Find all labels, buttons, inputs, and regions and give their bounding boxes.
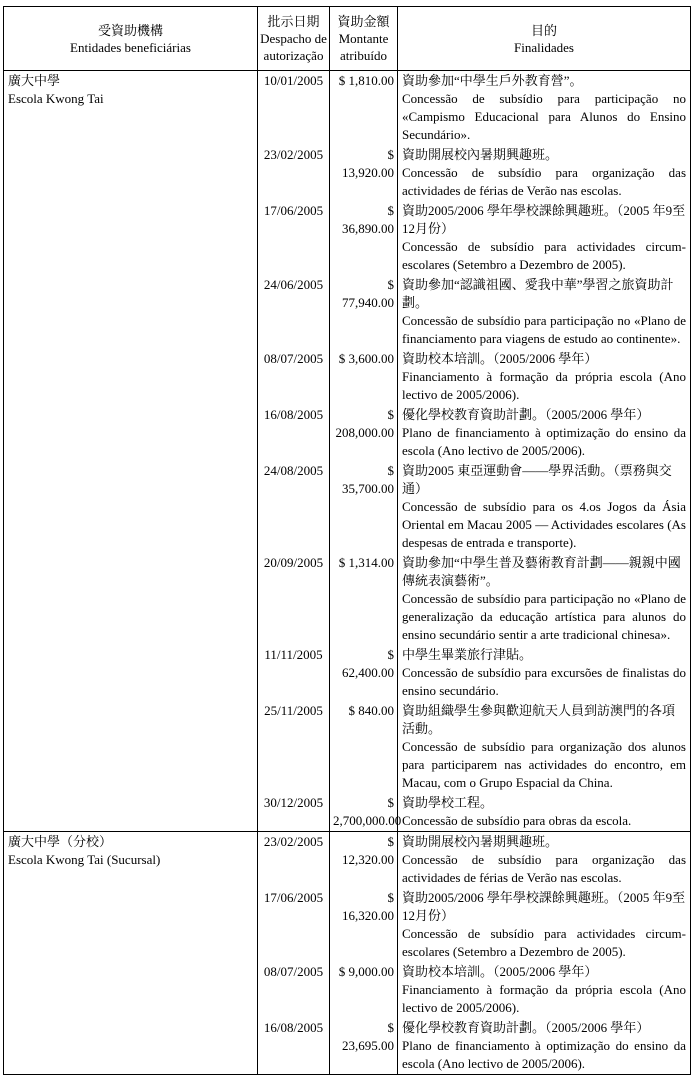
entity-entries bbox=[258, 832, 690, 1074]
entity-name-zh: 廣大中學 bbox=[8, 73, 61, 88]
table-body bbox=[4, 71, 690, 1074]
header-date-pt: Despacho de autorização bbox=[260, 31, 327, 63]
entry-purpose bbox=[398, 405, 690, 461]
entry-purpose bbox=[398, 71, 690, 145]
subsidy-entry bbox=[258, 645, 690, 701]
entry-date: 24/06/2005 bbox=[258, 275, 330, 349]
entry-amount: $ 35,700.00 bbox=[330, 461, 398, 553]
subsidy-entry bbox=[258, 832, 690, 888]
entry-purpose bbox=[398, 461, 690, 553]
purpose-text-pt: Financiamento à formação da própria escola (Ano lectivo de 2005/2006). bbox=[402, 369, 686, 402]
subsidy-entry bbox=[258, 793, 690, 831]
entry-amount: $ 2,700,000.00 bbox=[330, 793, 398, 831]
entry-purpose bbox=[398, 962, 690, 1018]
entry-amount: $ 9,000.00 bbox=[330, 962, 398, 1018]
purpose-text-zh: 資助參加“中學生戶外教育營”。 bbox=[402, 73, 583, 88]
header-purpose-zh: 目的 bbox=[530, 22, 557, 38]
entry-date: 25/11/2005 bbox=[258, 701, 330, 793]
purpose-text-pt: Concessão de subsídio para excursões de finalistas do ensino secundário. bbox=[402, 665, 686, 698]
purpose-text-zh: 資助開展校內暑期興趣班。 bbox=[402, 834, 559, 849]
purpose-text-pt: Concessão de subsídio para participação no «Plano de financiamento para viagens de estudo ao continente». bbox=[402, 313, 686, 346]
entity-cell bbox=[4, 832, 258, 1074]
entry-purpose bbox=[398, 645, 690, 701]
entry-date: 23/02/2005 bbox=[258, 832, 330, 888]
entry-date: 30/12/2005 bbox=[258, 793, 330, 831]
purpose-text-pt: Concessão de subsídio para obras da escola. bbox=[402, 813, 632, 828]
subsidy-entry bbox=[258, 145, 690, 201]
entity-cell bbox=[4, 71, 258, 831]
purpose-text-pt: Concessão de subsídio para os 4.os Jogos da Ásia Oriental em Macau 2005 — Actividades escolares (As despesas de entrada e transporte). bbox=[402, 499, 686, 550]
entry-amount: $ 13,920.00 bbox=[330, 145, 398, 201]
subsidy-entry bbox=[258, 1018, 690, 1074]
header-cell-purpose bbox=[398, 7, 690, 70]
subsidy-entry bbox=[258, 553, 690, 645]
purpose-text-zh: 資助2005 東亞運動會——學界活動。（票務與交通） bbox=[402, 463, 672, 496]
purpose-text-pt: Concessão de subsídio para actividades circum-escolares (Setembro a Dezembro de 2005). bbox=[402, 239, 686, 272]
entry-date: 08/07/2005 bbox=[258, 349, 330, 405]
purpose-text-pt: Financiamento à formação da própria escola (Ano lectivo de 2005/2006). bbox=[402, 982, 686, 1015]
subsidy-entry bbox=[258, 405, 690, 461]
entity-row bbox=[4, 71, 690, 831]
entry-purpose bbox=[398, 832, 690, 888]
entry-purpose bbox=[398, 888, 690, 962]
entry-amount: $ 77,940.00 bbox=[330, 275, 398, 349]
purpose-text-zh: 資助校本培訓。（2005/2006 學年） bbox=[402, 964, 598, 979]
purpose-text-zh: 資助學校工程。 bbox=[402, 795, 494, 810]
purpose-text-zh: 資助開展校內暑期興趣班。 bbox=[402, 147, 559, 162]
entry-amount: $ 1,810.00 bbox=[330, 71, 398, 145]
header-date-zh: 批示日期 bbox=[267, 14, 320, 29]
entry-amount: $ 208,000.00 bbox=[330, 405, 398, 461]
entry-amount: $ 16,320.00 bbox=[330, 888, 398, 962]
table-header-row bbox=[4, 7, 690, 71]
entry-date: 17/06/2005 bbox=[258, 201, 330, 275]
entry-date: 24/08/2005 bbox=[258, 461, 330, 553]
purpose-text-pt: Concessão de subsídio para participação no «Campismo Educacional para Alunos do Ensino Secundário». bbox=[402, 91, 686, 142]
subsidy-entry bbox=[258, 349, 690, 405]
entry-amount: $ 1,314.00 bbox=[330, 553, 398, 645]
entry-date: 10/01/2005 bbox=[258, 71, 330, 145]
purpose-text-pt: Plano de financiamento à optimização do ensino da escola (Ano lectivo de 2005/2006). bbox=[402, 1038, 686, 1071]
subsidy-entry bbox=[258, 888, 690, 962]
entry-purpose bbox=[398, 553, 690, 645]
purpose-text-zh: 資助2005/2006 學年學校課餘興趣班。（2005 年9至12月份） bbox=[402, 203, 686, 236]
entry-date: 08/07/2005 bbox=[258, 962, 330, 1018]
entry-date: 20/09/2005 bbox=[258, 553, 330, 645]
purpose-text-zh: 資助2005/2006 學年學校課餘興趣班。（2005 年9至12月份） bbox=[402, 890, 686, 923]
header-cell-entity bbox=[4, 7, 258, 70]
purpose-text-zh: 優化學校教育資助計劃。（2005/2006 學年） bbox=[402, 407, 650, 422]
subsidy-entry bbox=[258, 461, 690, 553]
purpose-text-zh: 資助校本培訓。（2005/2006 學年） bbox=[402, 351, 598, 366]
entry-amount: $ 12,320.00 bbox=[330, 832, 398, 888]
entry-amount: $ 840.00 bbox=[330, 701, 398, 793]
entity-name-pt: Escola Kwong Tai bbox=[8, 91, 104, 106]
entry-date: 16/08/2005 bbox=[258, 405, 330, 461]
header-cell-amount bbox=[330, 7, 398, 70]
purpose-text-pt: Concessão de subsídio para organização dos alunos para participarem nas actividades do encontro, em Macau, com o Grupo Espacial da China. bbox=[402, 739, 686, 790]
entry-amount: $ 23,695.00 bbox=[330, 1018, 398, 1074]
purpose-text-pt: Concessão de subsídio para actividades circum-escolares (Setembro a Dezembro de 2005). bbox=[402, 926, 686, 959]
entity-entries bbox=[258, 71, 690, 831]
purpose-text-pt: Concessão de subsídio para organização das actividades de férias de Verão nas escolas. bbox=[402, 165, 686, 198]
purpose-text-zh: 中學生畢業旅行津貼。 bbox=[402, 647, 533, 662]
subsidy-entry bbox=[258, 275, 690, 349]
purpose-text-zh: 資助參加“中學生普及藝術教育計劃——親親中國傳統表演藝術”。 bbox=[402, 555, 681, 588]
subsidy-entry bbox=[258, 71, 690, 145]
subsidy-entry bbox=[258, 701, 690, 793]
entry-purpose bbox=[398, 349, 690, 405]
entry-purpose bbox=[398, 145, 690, 201]
header-amount-pt: Montante atribuído bbox=[338, 31, 389, 63]
subsidy-table bbox=[3, 6, 691, 1075]
purpose-text-zh: 資助參加“認識祖國、愛我中華”學習之旅資助計劃。 bbox=[402, 277, 674, 310]
entity-name-zh: 廣大中學（分校） bbox=[8, 834, 113, 849]
entry-date: 16/08/2005 bbox=[258, 1018, 330, 1074]
purpose-text-pt: Concessão de subsídio para organização das actividades de férias de Verão nas escolas. bbox=[402, 852, 686, 885]
entry-date: 23/02/2005 bbox=[258, 145, 330, 201]
header-cell-date bbox=[258, 7, 330, 70]
entity-row bbox=[4, 831, 690, 1074]
purpose-text-zh: 資助組織學生參與歡迎航天人員到訪澳門的各項活動。 bbox=[402, 703, 676, 736]
header-entity-zh: 受資助機構 bbox=[97, 22, 163, 38]
subsidy-entry bbox=[258, 962, 690, 1018]
entry-amount: $ 62,400.00 bbox=[330, 645, 398, 701]
entity-name-pt: Escola Kwong Tai (Sucursal) bbox=[8, 852, 161, 867]
purpose-text-zh: 優化學校教育資助計劃。（2005/2006 學年） bbox=[402, 1020, 650, 1035]
header-entity-pt: Entidades beneficiárias bbox=[70, 39, 191, 55]
entry-date: 11/11/2005 bbox=[258, 645, 330, 701]
entry-date: 17/06/2005 bbox=[258, 888, 330, 962]
purpose-text-pt: Concessão de subsídio para participação no «Plano de generalização da educação artística para alunos do ensino secundário sentir a arte tradicional chinesa». bbox=[402, 591, 686, 642]
entry-amount: $ 3,600.00 bbox=[330, 349, 398, 405]
header-amount-zh: 資助金額 bbox=[337, 14, 390, 29]
header-purpose-pt: Finalidades bbox=[514, 39, 574, 55]
entry-purpose bbox=[398, 793, 690, 831]
entry-purpose bbox=[398, 201, 690, 275]
entry-purpose bbox=[398, 1018, 690, 1074]
entry-amount: $ 36,890.00 bbox=[330, 201, 398, 275]
entry-purpose bbox=[398, 701, 690, 793]
entry-purpose bbox=[398, 275, 690, 349]
purpose-text-pt: Plano de financiamento à optimização do ensino da escola (Ano lectivo de 2005/2006). bbox=[402, 425, 686, 458]
subsidy-entry bbox=[258, 201, 690, 275]
